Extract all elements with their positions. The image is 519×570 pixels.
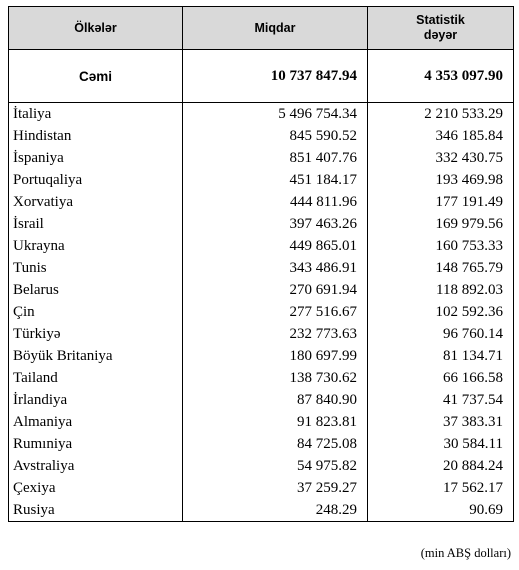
unit-note: (min ABŞ dolları) xyxy=(420,546,511,560)
value-cell: 90.69 xyxy=(368,499,514,522)
table-row xyxy=(9,367,514,389)
country-cell: Tailand xyxy=(9,367,183,389)
country-cell: Portuqaliya xyxy=(9,169,183,191)
quantity-cell: 37 259.27 xyxy=(183,477,368,499)
country-cell: Avstraliya xyxy=(9,455,183,477)
table-row xyxy=(9,235,514,257)
quantity-cell: 397 463.26 xyxy=(183,213,368,235)
table-row xyxy=(9,103,514,126)
quantity-cell: 84 725.08 xyxy=(183,433,368,455)
value-cell: 169 979.56 xyxy=(368,213,514,235)
country-cell: Rusiya xyxy=(9,499,183,522)
country-cell: Böyük Britaniya xyxy=(9,345,183,367)
quantity-cell: 248.29 xyxy=(183,499,368,522)
value-cell: 177 191.49 xyxy=(368,191,514,213)
value-cell: 96 760.14 xyxy=(368,323,514,345)
total-value: 4 353 097.90 xyxy=(368,50,514,103)
country-cell: Belarus xyxy=(9,279,183,301)
value-cell: 20 884.24 xyxy=(368,455,514,477)
value-cell: 17 562.17 xyxy=(368,477,514,499)
country-cell: Çexiya xyxy=(9,477,183,499)
table-row xyxy=(9,257,514,279)
table-row xyxy=(9,411,514,433)
table-header-row xyxy=(9,7,514,50)
table-row xyxy=(9,125,514,147)
quantity-cell: 444 811.96 xyxy=(183,191,368,213)
quantity-cell: 449 865.01 xyxy=(183,235,368,257)
value-cell: 66 166.58 xyxy=(368,367,514,389)
table-row xyxy=(9,191,514,213)
header-quantity: Miqdar xyxy=(183,7,368,50)
header-country: Ölkələr xyxy=(9,7,183,50)
import-table xyxy=(8,6,514,522)
value-cell: 30 584.11 xyxy=(368,433,514,455)
value-cell: 160 753.33 xyxy=(368,235,514,257)
value-cell: 37 383.31 xyxy=(368,411,514,433)
total-quantity: 10 737 847.94 xyxy=(183,50,368,103)
value-cell: 193 469.98 xyxy=(368,169,514,191)
quantity-cell: 180 697.99 xyxy=(183,345,368,367)
value-cell: 81 134.71 xyxy=(368,345,514,367)
country-cell: Rumıniya xyxy=(9,433,183,455)
table-row xyxy=(9,455,514,477)
quantity-cell: 91 823.81 xyxy=(183,411,368,433)
country-cell: İtaliya xyxy=(9,103,183,126)
country-cell: İrlandiya xyxy=(9,389,183,411)
quantity-cell: 270 691.94 xyxy=(183,279,368,301)
total-row xyxy=(9,50,514,103)
table-row xyxy=(9,345,514,367)
quantity-cell: 451 184.17 xyxy=(183,169,368,191)
value-cell: 41 737.54 xyxy=(368,389,514,411)
table-row xyxy=(9,169,514,191)
country-cell: Almaniya xyxy=(9,411,183,433)
country-cell: Türkiyə xyxy=(9,323,183,345)
country-cell: Tunis xyxy=(9,257,183,279)
total-label: Cəmi xyxy=(9,50,183,103)
quantity-cell: 845 590.52 xyxy=(183,125,368,147)
quantity-cell: 87 840.90 xyxy=(183,389,368,411)
value-cell: 148 765.79 xyxy=(368,257,514,279)
quantity-cell: 343 486.91 xyxy=(183,257,368,279)
header-value-line1: Statistik xyxy=(416,13,465,27)
country-cell: Ukrayna xyxy=(9,235,183,257)
quantity-cell: 232 773.63 xyxy=(183,323,368,345)
quantity-cell: 5 496 754.34 xyxy=(183,103,368,126)
table-row xyxy=(9,213,514,235)
value-cell: 118 892.03 xyxy=(368,279,514,301)
table-row xyxy=(9,433,514,455)
country-cell: Çin xyxy=(9,301,183,323)
table-row xyxy=(9,301,514,323)
header-value xyxy=(368,7,514,50)
table-row xyxy=(9,147,514,169)
quantity-cell: 138 730.62 xyxy=(183,367,368,389)
table-row xyxy=(9,279,514,301)
value-cell: 2 210 533.29 xyxy=(368,103,514,126)
country-cell: İsrail xyxy=(9,213,183,235)
value-cell: 346 185.84 xyxy=(368,125,514,147)
quantity-cell: 54 975.82 xyxy=(183,455,368,477)
header-value-line2: dəyər xyxy=(423,28,458,42)
value-cell: 102 592.36 xyxy=(368,301,514,323)
country-cell: Xorvatiya xyxy=(9,191,183,213)
table-row xyxy=(9,477,514,499)
quantity-cell: 851 407.76 xyxy=(183,147,368,169)
table-row xyxy=(9,389,514,411)
country-cell: Hindistan xyxy=(9,125,183,147)
table-row xyxy=(9,323,514,345)
country-cell: İspaniya xyxy=(9,147,183,169)
quantity-cell: 277 516.67 xyxy=(183,301,368,323)
value-cell: 332 430.75 xyxy=(368,147,514,169)
table-row xyxy=(9,499,514,522)
